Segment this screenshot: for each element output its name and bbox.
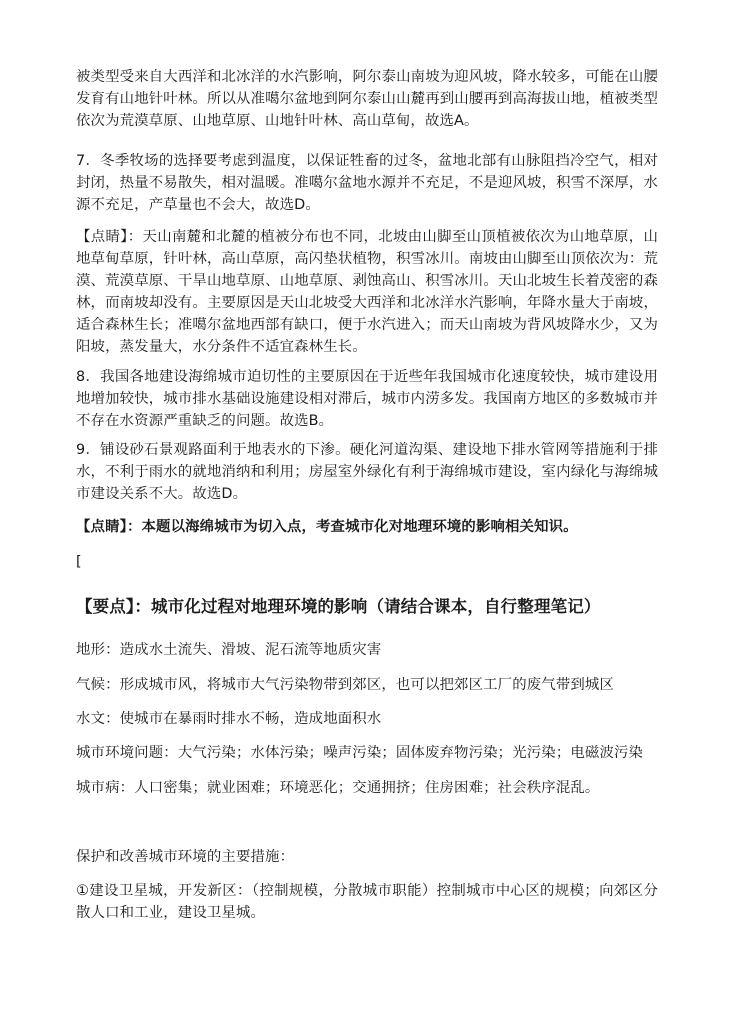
paragraph-question-9: 9．铺设砂石景观路面利于地表水的下渗。硬化河道沟渠、建设地下排水管网等措施利于排水，不利于雨水的就地消纳和利用；房屋室外绿化有利于海绵城市建设，室内绿化与海绵城市建设关系不大。故选D。 (76, 442, 658, 502)
paragraph-continuation: 被类型受来自大西洋和北冰洋的水汽影响，阿尔泰山南坡为迎风坡，降水较多，可能在山腰发育有山地针叶林。所以从准噶尔盆地到阿尔泰山山麓再到山腰再到高海拔山地，植被类型依次为荒漠草原、山地草原、山地针叶林、高山草甸，故选A。 (76, 69, 658, 129)
bracket-mark: [ (76, 554, 82, 570)
list-item-chengshibing: 城市病：人口密集；就业困难；环境恶化；交通拥挤；住房困难；社会秩序混乱。 (76, 780, 600, 796)
paragraph-dianjing-1: 【点睛】：天山南麓和北麓的植被分布也不同，北坡由山脚至山顶植被依次为山地草原，山地草甸草原，针叶林，高山草原，高闪垫状植物，积雪冰川。南坡由山脚至山顶依次为：荒漠、荒漠草原、干旱山地草原、山地草原、剥蚀高山、积雪冰川。天山北坡生长着茂密的森林，而南坡却没有。主要原因是天山北坡受大西洋和北冰洋水汽影响，年降水量大于南坡，适合森林生长；准噶尔盆地西部有缺口，便于水汽进入；而天山南坡为背风坡降水少，又为阳坡，蒸发量大，水分条件不适宜森林生长。 (76, 229, 658, 355)
list-item-dixing: 地形：造成水土流失、滑坡、泥石流等地质灾害 (76, 642, 382, 658)
paragraph-question-8: 8．我国各地建设海绵城市迫切性的主要原因在于近些年我国城市化速度较快，城市建设用地增加较快，城市排水基础设施建设相对滞后，城市内涝多发。我国南方地区的多数城市并不存在水资源严重缺乏的问题。故选B。 (76, 369, 658, 429)
paragraph-cuoshi-1: ①建设卫星城，开发新区：（控制规模，分散城市职能）控制城市中心区的规模；向郊区分散人口和工业，建设卫星城。 (76, 883, 658, 921)
list-item-qihou: 气候：形成城市风，将城市大气污染物带到郊区，也可以把郊区工厂的废气带到城区 (76, 677, 615, 693)
section-heading-yaodian: 【要点】：城市化过程对地理环境的影响（请结合课本，自行整理笔记） (76, 597, 601, 616)
paragraph-dianjing-2: 【点睛】：本题以海绵城市为切入点，考查城市化对地理环境的影响相关知识。 (76, 519, 578, 535)
paragraph-question-7: 7．冬季牧场的选择要考虑到温度，以保证牲畜的过冬，盆地北部有山脉阻挡冷空气，相对封闭，热量不易散失，相对温暖。准噶尔盆地水源并不充足，不是迎风坡，积雪不深厚，水源不充足，产草量也不会大，故选D。 (76, 153, 658, 213)
list-item-huanjing: 城市环境问题：大气污染；水体污染；噪声污染；固体废弃物污染；光污染；电磁波污染 (76, 745, 644, 761)
paragraph-cuoshi-title: 保护和改善城市环境的主要措施： (76, 849, 295, 865)
list-item-shuiwen: 水文：使城市在暴雨时排水不畅，造成地面积水 (76, 711, 382, 727)
